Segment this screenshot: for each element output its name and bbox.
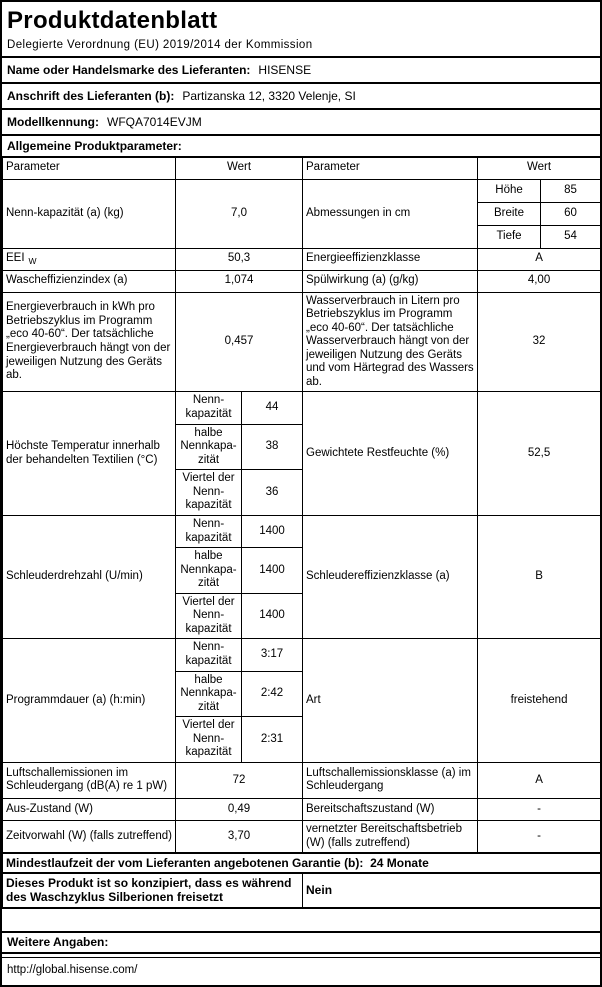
warranty-cell — [3, 853, 601, 873]
delay-start-value: 3,70 — [176, 820, 303, 853]
row-noise — [3, 762, 601, 798]
row-silver-ions — [3, 873, 601, 907]
supplier-address-row — [2, 84, 600, 110]
duration-quarter-label: Viertel der Nenn-kapazität — [176, 717, 242, 763]
row-max-temp — [3, 392, 601, 424]
energy-consumption-label: Energieverbrauch in kWh pro Betriebszyklus im Programm „eco 40-60“. Der tatsächliche Energieverbrauch hängt von der jeweiligen Nutzung des Geräts ab. — [3, 292, 176, 392]
row-duration — [3, 639, 601, 671]
supplier-name-label: Name oder Handelsmarke des Lieferanten: — [7, 63, 251, 77]
col-header-wert-right: Wert — [478, 158, 601, 179]
model-label: Modellkennung: — [7, 115, 99, 129]
max-temp-label: Höchste Temperatur innerhalb der behandelten Textilien (°C) — [3, 392, 176, 516]
spin-speed-half-value: 1400 — [242, 548, 303, 594]
max-temp-quarter-label: Viertel der Nenn-kapazität — [176, 470, 242, 516]
delay-start-label: Zeitvorwahl (W) (falls zutreffend) — [3, 820, 176, 853]
model-value: WFQA7014EVJM — [107, 115, 202, 129]
section-header-row — [2, 136, 600, 158]
eei-label: EEI $_W$ — [3, 248, 176, 270]
capacity-label: Nenn-kapazität (a) (kg) — [3, 179, 176, 248]
type-label: Art — [303, 639, 478, 763]
energy-consumption-value: 0,457 — [176, 292, 303, 392]
row-off-standby — [3, 798, 601, 820]
max-temp-rated-label: Nenn-kapazität — [176, 392, 242, 424]
col-header-parameter-right: Parameter — [303, 158, 478, 179]
rinse-label: Spülwirkung (a) (g/kg) — [303, 270, 478, 292]
residual-moisture-value: 52,5 — [478, 392, 601, 516]
row-delay-networked — [3, 820, 601, 853]
section-title: Allgemeine Produktparameter: — [7, 139, 182, 153]
residual-moisture-label: Gewichtete Restfeuchte (%) — [303, 392, 478, 516]
row-warranty — [3, 853, 601, 873]
silver-ions-label: Dieses Produkt ist so konzipiert, dass es während des Waschzyklus Silberionen freisetzt — [3, 873, 303, 907]
supplier-name-row — [2, 58, 600, 84]
duration-rated-label: Nenn-kapazität — [176, 639, 242, 671]
dimension-width-value: 60 — [541, 202, 601, 225]
row-eei-energyclass — [3, 248, 601, 270]
page-title: Produktdatenblatt — [7, 7, 218, 34]
capacity-value: 7,0 — [176, 179, 303, 248]
water-consumption-value: 32 — [478, 292, 601, 392]
water-consumption-label: Wasserverbrauch in Litern pro Betriebszyklus im Programm „eco 40-60“. Der tatsächliche Wasserverbrauch hängt von der jeweiligen Nutzung des Geräts und vom Härtegrad des Wassers ab. — [303, 292, 478, 392]
spin-speed-label: Schleuderdrehzahl (U/min) — [3, 515, 176, 639]
dimension-width-label: Breite — [478, 202, 541, 225]
spin-speed-rated-label: Nenn-kapazität — [176, 515, 242, 547]
duration-half-label: halbe Nennkapa-zität — [176, 671, 242, 717]
supplier-address-value: Partizanska 12, 3320 Velenje, SI — [182, 89, 356, 103]
more-info-label: Weitere Angaben: — [7, 935, 109, 950]
type-value: freistehend — [478, 639, 601, 763]
max-temp-rated-value: 44 — [242, 392, 303, 424]
supplier-name-value: HISENSE — [258, 63, 312, 77]
standby-label: Bereitschaftszustand (W) — [303, 798, 478, 820]
duration-quarter-value: 2:31 — [242, 717, 303, 763]
networked-standby-label: vernetzter Bereitschaftsbetrieb (W) (falls zutreffend) — [303, 820, 478, 853]
website-row — [2, 957, 600, 982]
noise-class-label: Luftschallemissionsklasse (a) im Schleudergang — [303, 762, 478, 798]
energy-class-label: Energieeffizienzklasse — [303, 248, 478, 270]
energy-class-value: A — [478, 248, 601, 270]
noise-value: 72 — [176, 762, 303, 798]
product-parameters-table — [2, 158, 601, 909]
duration-label: Programmdauer (a) (h:min) — [3, 639, 176, 763]
title-block — [2, 2, 600, 58]
supplier-address-label: Anschrift des Lieferanten (b): — [7, 89, 175, 103]
row-capacity-dimensions — [3, 179, 601, 202]
duration-half-value: 2:42 — [242, 671, 303, 717]
regulation-subtitle: Delegierte Verordnung (EU) 2019/2014 der Kommission — [7, 39, 313, 51]
max-temp-quarter-value: 36 — [242, 470, 303, 516]
spacer-row — [2, 909, 600, 933]
row-spin-speed — [3, 515, 601, 547]
warranty-value: 24 Monate — [370, 856, 429, 871]
col-header-parameter-left: Parameter — [3, 158, 176, 179]
spin-speed-quarter-value: 1400 — [242, 593, 303, 639]
duration-rated-value: 3:17 — [242, 639, 303, 671]
off-mode-value: 0,49 — [176, 798, 303, 820]
spin-speed-half-label: halbe Nennkapa-zität — [176, 548, 242, 594]
model-row — [2, 110, 600, 136]
website-link[interactable]: http://global.hisense.com/ — [7, 963, 138, 976]
table-header-row — [3, 158, 601, 179]
networked-standby-value: - — [478, 820, 601, 853]
spin-speed-rated-value: 1400 — [242, 515, 303, 547]
off-mode-label: Aus-Zustand (W) — [3, 798, 176, 820]
wash-index-value: 1,074 — [176, 270, 303, 292]
dimension-depth-value: 54 — [541, 225, 601, 248]
dimension-height-value: 85 — [541, 179, 601, 202]
dimensions-label: Abmessungen in cm — [303, 179, 478, 248]
row-energy-water-consumption — [3, 292, 601, 392]
noise-class-value: A — [478, 762, 601, 798]
spin-speed-quarter-label: Viertel der Nenn-kapazität — [176, 593, 242, 639]
dimension-depth-label: Tiefe — [478, 225, 541, 248]
noise-label: Luftschallemissionen im Schleudergang (dB(A) re 1 pW) — [3, 762, 176, 798]
max-temp-half-label: halbe Nennkapa-zität — [176, 424, 242, 470]
warranty-label: Mindestlaufzeit der vom Lieferanten angebotenen Garantie (b): — [6, 856, 364, 871]
more-info-row — [2, 933, 600, 954]
row-washindex-rinse — [3, 270, 601, 292]
silver-ions-value: Nein — [303, 873, 601, 907]
rinse-value: 4,00 — [478, 270, 601, 292]
eei-value: 50,3 — [176, 248, 303, 270]
eei-subscript: W — [28, 256, 37, 267]
spin-class-value: B — [478, 515, 601, 639]
spin-class-label: Schleudereffizienzklasse (a) — [303, 515, 478, 639]
wash-index-label: Wascheffizienzindex (a) — [3, 270, 176, 292]
col-header-wert-left: Wert — [176, 158, 303, 179]
max-temp-half-value: 38 — [242, 424, 303, 470]
standby-value: - — [478, 798, 601, 820]
dimension-height-label: Höhe — [478, 179, 541, 202]
